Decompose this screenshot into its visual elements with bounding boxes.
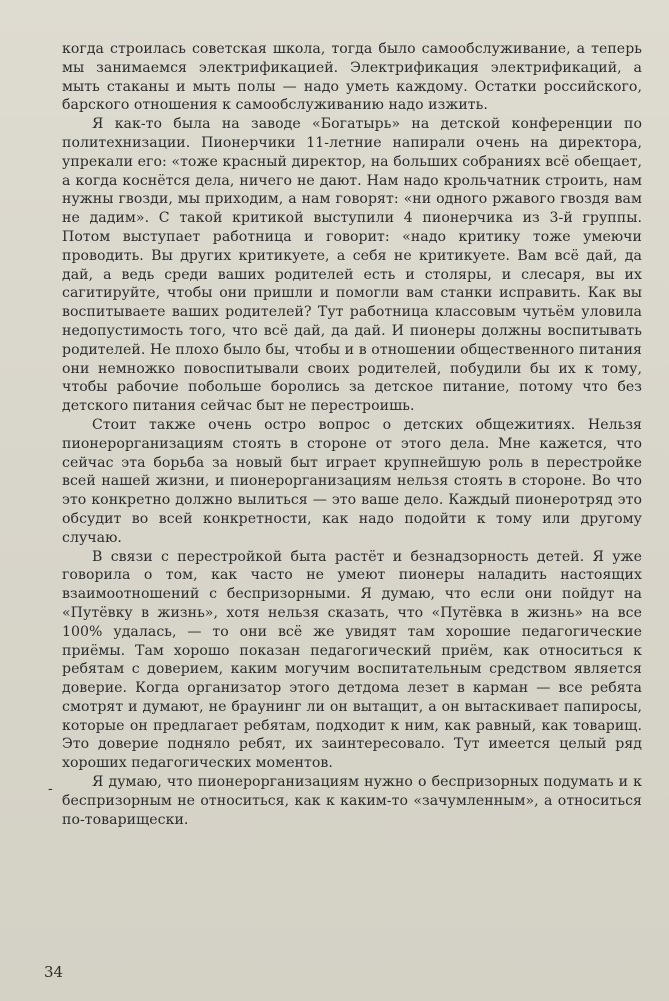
body-text bbox=[62, 40, 642, 829]
paragraph-2: Я как-то была на заводе «Богатырь» на детской конференции по политехнизации. Пионерчики 11-летние напирали очень на директора, упрекали его: «тоже красный директор, на больших собраниях всё обещает, а когда коснётся дела, ничего не дают. Нам надо крольчатник строить, нам нужны гвозди, мы приходим, а нам говорят: «ни одного ржавого гвоздя вам не дадим». С такой критикой выступили 4 пионерчика из 3-й группы. Потом выступает работница и говорит: «надо критику тоже умеючи проводить. Вы других критикуете, а себя не критикуете. Вам всё дай, да дай, а ведь среди ваших родителей есть и столяры, и слесаря, вы их сагитируйте, чтобы они пришли и помогли вам станки исправить. Как вы воспитываете ваших родителей? Тут работница классовым чутьём уловила недопустимость того, что всё дай, да дай. И пионеры должны воспитывать родителей. Не плохо было бы, чтобы и в отношении общественного питания они немножко повоспитывали своих родителей, побудили бы их к тому, чтобы рабочие побольше боролись за детское питание, потому что без детского питания сейчас быт не перестроишь. bbox=[62, 116, 642, 415]
paragraph-1: когда строилась советская школа, тогда было самообслуживание, а теперь мы занимаемся электрификацией. Электрификация электрификаций, а мыть стаканы и мыть полы — надо уметь каждому. Остатки российского, барского отношения к самообслуживанию надо изжить. bbox=[62, 41, 642, 114]
paragraph-3: Стоит также очень остро вопрос о детских общежитиях. Нельзя пионерорганизациям стоять в стороне от этого дела. Мне кажется, что сейчас эта борьба за новый быт играет крупнейшую роль в перестройке всей нашей жизни, и пионерорганизациям нельзя стоять в стороне. Во что это конкретно должно вылиться — это ваше дело. Каждый пионеротряд это обсудит во всей конкретности, как надо подойти к тому или другому случаю. bbox=[62, 416, 642, 546]
paragraph-5: Я думаю, что пионерорганизациям нужно о беспризорных подумать и к беспризорным не относиться, как к каким-то «зачумленным», а относиться по-товарищески. bbox=[62, 774, 642, 828]
margin-mark: - bbox=[48, 781, 53, 797]
page-number: 34 bbox=[44, 963, 64, 981]
paragraph-4: В связи с перестройкой быта растёт и безнадзорность детей. Я уже говорила о том, как часто не умеют пионеры наладить настоящих взаимоотношений с беспризорными. Я думаю, что если они пойдут на «Путёвку в жизнь», хотя нельзя сказать, что «Путёвка в жизнь» на все 100% удалась, — то они всё же увидят там хорошие педагогические приёмы. Там хорошо показан педагогический приём, как относиться к ребятам с доверием, каким могучим воспитательным средством является доверие. Когда организатор этого детдома лезет в карман — все ребята смотрят и думают, не браунинг ли он вытащит, а он вытаскивает папиросы, которые он предлагает ребятам, подходит к ним, как равный, как товарищ. Это доверие подняло ребят, их заинтересовало. Тут имеется целый ряд хороших педагогических моментов. bbox=[62, 548, 642, 772]
